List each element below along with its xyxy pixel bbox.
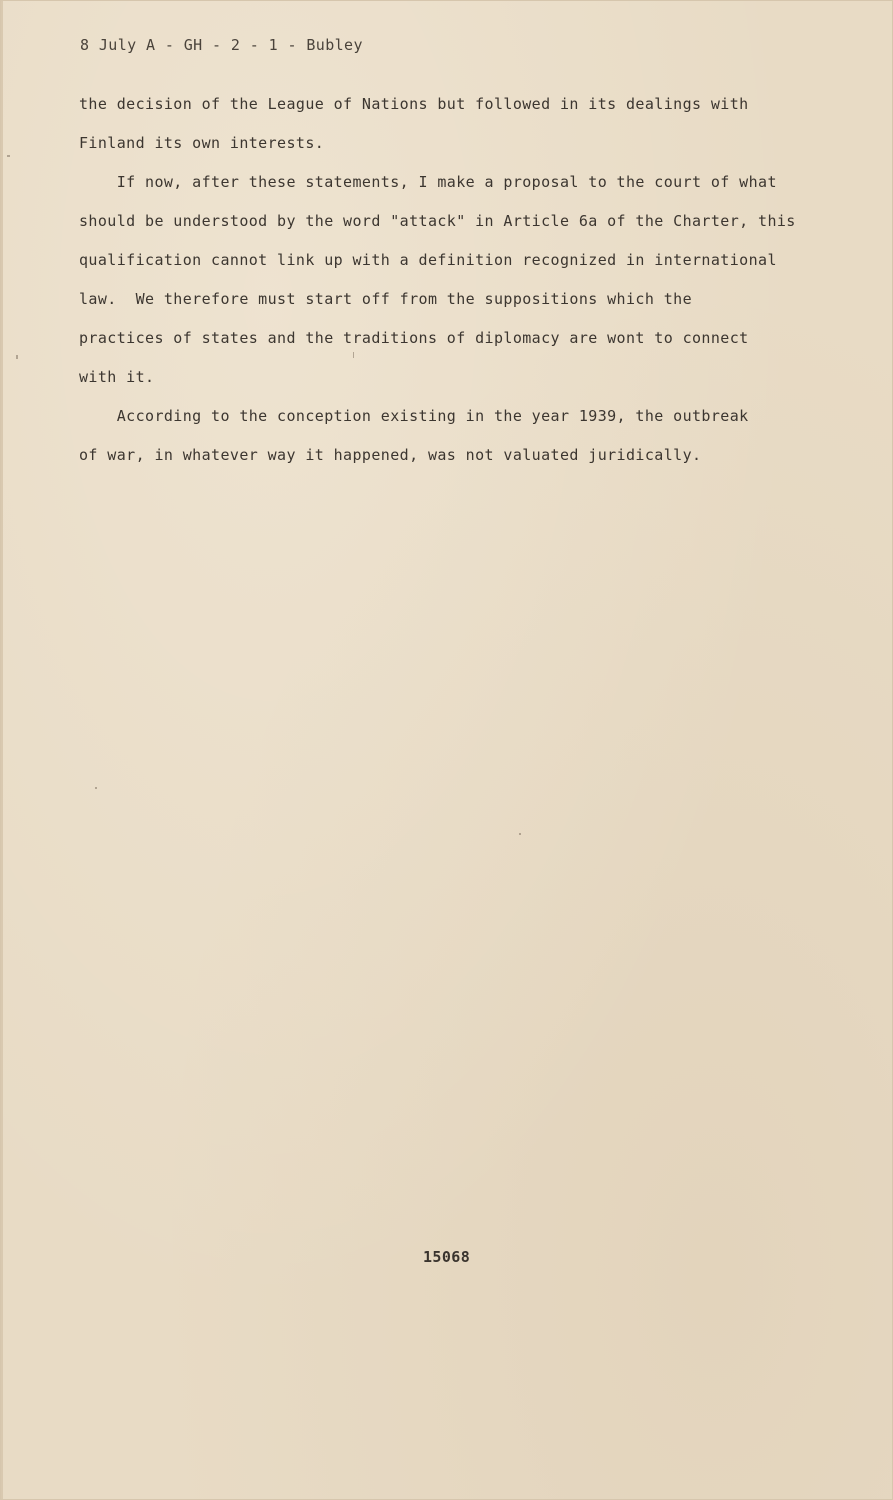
page-number: 15068 bbox=[423, 1248, 471, 1266]
body-text bbox=[79, 90, 839, 480]
text-line: the decision of the League of Nations but followed in its dealings with bbox=[79, 95, 749, 113]
paper-speck bbox=[7, 155, 10, 157]
text-line: should be understood by the word "attack" in Article 6a of the Charter, this bbox=[79, 212, 796, 230]
paper-speck bbox=[519, 833, 521, 835]
page-header: 8 July A - GH - 2 - 1 - Bubley bbox=[80, 36, 363, 54]
paper-speck bbox=[16, 355, 18, 359]
paper-speck bbox=[95, 787, 97, 789]
text-line: law. We therefore must start off from the suppositions which the bbox=[79, 290, 692, 308]
text-line: Finland its own interests. bbox=[79, 134, 325, 152]
text-line: of war, in whatever way it happened, was not valuated juridically. bbox=[79, 446, 702, 464]
text-line: with it. bbox=[79, 368, 155, 386]
text-line: practices of states and the traditions of diplomacy are wont to connect bbox=[79, 329, 749, 347]
text-line: qualification cannot link up with a definition recognized in international bbox=[79, 251, 777, 269]
text-line: According to the conception existing in the year 1939, the outbreak bbox=[79, 407, 749, 425]
paper-speck bbox=[353, 352, 354, 358]
text-line: If now, after these statements, I make a proposal to the court of what bbox=[79, 173, 777, 191]
